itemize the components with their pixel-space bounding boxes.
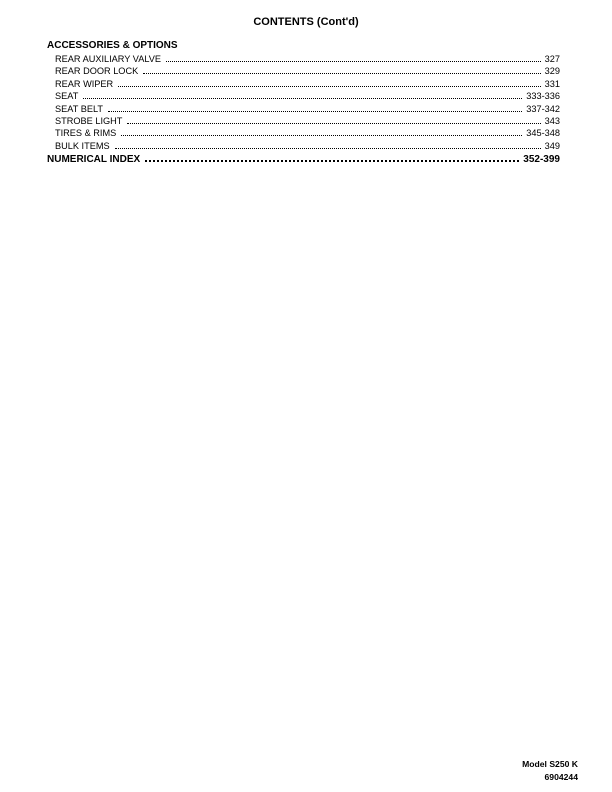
toc-entry[interactable] xyxy=(55,127,560,139)
toc-entry-label: REAR WIPER xyxy=(55,78,114,89)
dot-leader xyxy=(121,135,522,136)
numerical-index-page: 352-399 xyxy=(523,154,560,165)
toc-entry-label: BULK ITEMS xyxy=(55,140,110,151)
toc-entry-label: STROBE LIGHT xyxy=(55,115,123,126)
dot-leader xyxy=(115,148,541,149)
toc-entry-label: REAR DOOR LOCK xyxy=(55,66,139,77)
toc-entry-page: 345-348 xyxy=(526,128,560,139)
numerical-index-label: NUMERICAL INDEX xyxy=(47,154,141,165)
toc-entry-page: 329 xyxy=(544,66,560,77)
toc-entry-page: 337-342 xyxy=(526,103,560,114)
model-label: Model S250 K xyxy=(522,759,578,769)
section-heading: ACCESSORIES & OPTIONS xyxy=(47,40,178,51)
toc-entry-page: 349 xyxy=(544,140,560,151)
toc-entry-page: 343 xyxy=(544,115,560,126)
toc-entry-page: 333-336 xyxy=(526,91,560,102)
numerical-index-entry[interactable] xyxy=(47,154,560,165)
toc-entry[interactable] xyxy=(55,140,560,152)
toc-entry-label: SEAT xyxy=(55,91,79,102)
dot-leader xyxy=(166,61,541,62)
toc-entry[interactable] xyxy=(55,78,560,90)
dot-leader xyxy=(143,73,540,74)
part-number: 6904244 xyxy=(544,772,578,782)
toc-entry[interactable] xyxy=(55,103,560,115)
dot-leader xyxy=(108,111,522,112)
toc-list xyxy=(55,53,560,152)
page-title: CONTENTS (Cont'd) xyxy=(253,16,359,28)
toc-entry[interactable] xyxy=(55,90,560,102)
toc-entry[interactable] xyxy=(55,115,560,127)
dot-leader xyxy=(127,123,540,124)
toc-entry-label: TIRES & RIMS xyxy=(55,128,117,139)
dot-leader xyxy=(83,98,522,99)
toc-entry-label: SEAT BELT xyxy=(55,103,103,114)
page-footer xyxy=(522,758,578,784)
dot-leader xyxy=(145,160,519,162)
toc-entry-page: 327 xyxy=(544,54,560,64)
toc-entry[interactable] xyxy=(55,65,560,77)
dot-leader xyxy=(118,86,540,87)
toc-entry-label: REAR AUXILIARY VALVE xyxy=(55,54,162,64)
toc-entry-page: 331 xyxy=(544,78,560,89)
toc-entry[interactable] xyxy=(55,53,560,65)
